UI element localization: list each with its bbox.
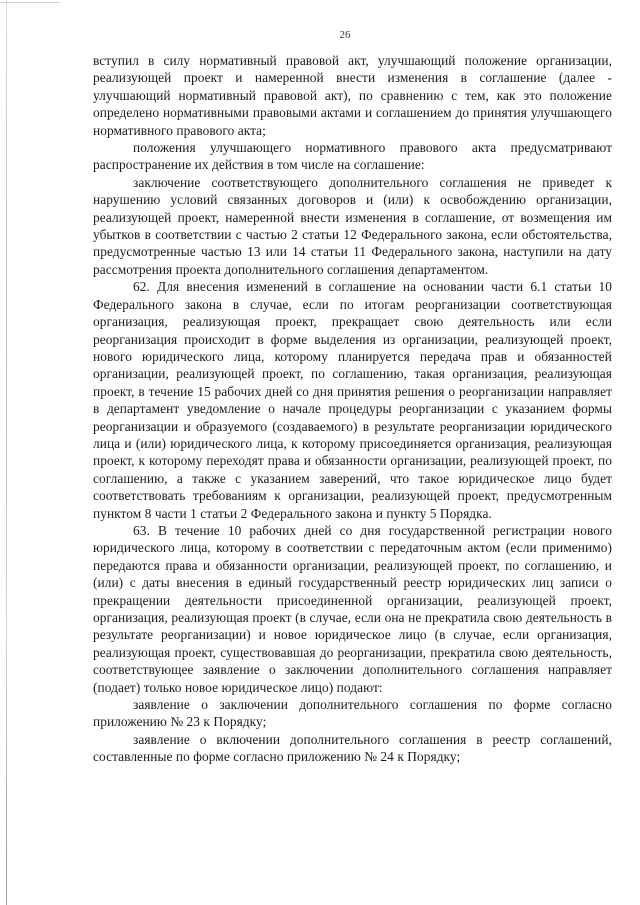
paragraph: заявление о заключении дополнительного соглашения по форме согласно приложению № 23 к Порядку; bbox=[93, 697, 612, 730]
paragraph-continuation: вступил в силу нормативный правовой акт, улучшающий положение организации, реализующей проект и намеренной внести изменения в соглашение (далее - улучшающий нормативный правовой акт), по сравнению с тем, как это положение определено нормативными правовыми актами и соглашением до принятия улучшающего нормативного правового акта; bbox=[93, 53, 612, 138]
paragraph: заявление о включении дополнительного соглашения в реестр соглашений, составленные по форме согласно приложению № 24 к Порядку; bbox=[93, 731, 612, 765]
scan-edge-line bbox=[6, 0, 7, 905]
paragraph: заключение соответствующего дополнительного соглашения не приведет к нарушению условий связанных договоров и (или) к освобождению организации, реализующей проект, намеренной внести изменения в соглашение, от возмещения им убытков в соответствии с частью 2 статьи 12 Федерального закона, если обстоятельства, предусмотренные частью 13 или 14 статьи 11 Федерального закона, наступили на дату рассмотрения проекта дополнительного соглашения департаментом. bbox=[93, 174, 612, 277]
document-body bbox=[93, 52, 612, 766]
page-number: 26 bbox=[339, 29, 351, 41]
paragraph-62: 62. Для внесения изменений в соглашение на основании части 6.1 статьи 10 Федерального закона в случае, если по итогам реорганизации соответствующая организация, реализующая проект, прекращает свою деятельность или если реорганизация происходит в форме выделения из организации, реализующей проект, нового юридического лица, которому планируется передача прав и обязанностей организации, реализующей проект, по соглашению, такая организация, реализующая проект, в течение 15 рабочих дней со дня принятия решения о реорганизации направляет в департамент уведомление о начале процедуры реорганизации с указанием формы реорганизации и образуемого (создаваемого) в результате реорганизации юридического лица и (или) юридического лица, к которому присоединяется организация, реализующая проект, к которому переходят права и обязанности организации, реализующей проект, по соглашению, а также с указанием заверений, что такое юридическое лицо будет соответствовать требованиям к организации, реализующей проект, предусмотренным пунктом 8 части 1 статьи 2 Федерального закона и пункту 5 Порядка. bbox=[93, 279, 612, 521]
paragraph: положения улучшающего нормативного правового акта предусматривают распространение их действия в том числе на соглашение: bbox=[93, 140, 612, 173]
scan-edge-top-line bbox=[0, 2, 60, 3]
paragraph-63: 63. В течение 10 рабочих дней со дня государственной регистрации нового юридического лица, которому в соответствии с передаточным актом (если применимо) передаются права и обязанности организации, реализующей проект, по соглашению, и (или) с даты внесения в единый государственный реестр юридических лиц записи о прекращении деятельности присоединенной организации, реализующей проект, организация, реализующая проект (в случае, если она не прекратила свою деятельность в результате реорганизации) и новое юридическое лицо (в случае, если организация, реализующая проект, существовавшая до реорганизации, прекратила свою деятельность, соответствующее заявление о заключении дополнительного соглашения направляет (подает) только новое юридическое лицо) подают: bbox=[93, 522, 612, 695]
